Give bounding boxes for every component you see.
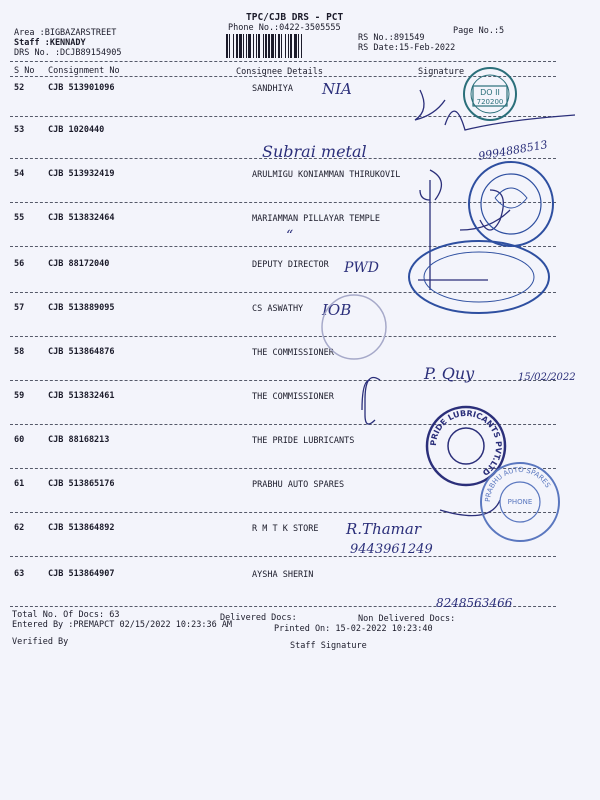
barcode-bar <box>268 34 270 58</box>
rs-date: RS Date:15-Feb-2022 <box>358 43 456 53</box>
handwritten-phone-row63: 8248563466 <box>436 596 513 610</box>
row-consignee-name: THE COMMISSIONER <box>252 348 334 358</box>
row-consignee-name: DEPUTY DIRECTOR <box>252 260 329 270</box>
row-consignment-number: CJB 88168213 <box>48 435 110 445</box>
area-field: Area :BIGBAZARSTREET <box>14 28 117 38</box>
pride-stamp-text: PRIDE LUBRICANTS PVT.LTD <box>428 408 504 478</box>
barcode-bar <box>246 34 247 58</box>
row-consignment-number: CJB 513864892 <box>48 523 115 533</box>
barcode-bar <box>298 34 299 58</box>
do-office-stamp <box>460 66 520 122</box>
barcode-bar <box>248 34 251 58</box>
row-serial-number: 60 <box>14 435 25 445</box>
row-consignment-number: CJB 513832464 <box>48 213 115 223</box>
row-serial-number: 62 <box>14 523 25 533</box>
row-consignment-number: CJB 513865176 <box>48 479 115 489</box>
row-serial-number: 55 <box>14 213 25 223</box>
non-delivered-docs: Non Delivered Docs: <box>358 614 456 624</box>
row-consignment-number: CJB 513889095 <box>48 303 115 313</box>
barcode-bar <box>301 34 302 58</box>
handwritten-phone-row62: 9443961249 <box>350 542 433 557</box>
prabhu-auto-spares-stamp <box>478 460 562 544</box>
page-number: Page No.:5 <box>453 26 505 36</box>
barcode-bar <box>285 34 286 58</box>
row-consignee-name: R M T K STORE <box>252 524 319 534</box>
handwritten-date-row59: 15/02/2022 <box>518 372 576 383</box>
do-stamp-label: DO II <box>480 88 500 97</box>
row-serial-number: 58 <box>14 347 25 357</box>
rs-number: RS No.:891549 <box>358 33 425 43</box>
staff-signature-label: Staff Signature <box>290 641 367 651</box>
row-consignment-number: CJB 1020440 <box>48 125 105 135</box>
column-header-signature: Signature <box>418 67 465 77</box>
prabhu-stamp-text: PRABHU AUTO SPARES <box>483 465 552 503</box>
office-oval-stamp <box>404 236 554 318</box>
barcode-bar <box>243 34 244 58</box>
faded-seal-stamp <box>308 292 400 362</box>
handwritten-note-row52: NIA <box>322 80 352 98</box>
barcode-bar <box>236 34 238 58</box>
row-serial-number: 56 <box>14 259 25 269</box>
barcode-bar <box>278 34 280 58</box>
barcode-bar <box>229 34 230 58</box>
row-consignee-name: CS ASWATHY <box>252 304 304 314</box>
row-consignee-name: PRABHU AUTO SPARES <box>252 480 345 490</box>
row-serial-number: 63 <box>14 569 25 579</box>
row-consignee-name: ARULMIGU KONIAMMAN THIRUKOVIL <box>252 170 401 180</box>
handwritten-note-row53: Subrai metal <box>262 142 367 161</box>
verified-by: Verified By <box>12 637 69 647</box>
sheet-title: TPC/CJB DRS - PCT <box>246 12 344 23</box>
row-consignee-name: THE COMMISSIONER <box>252 392 334 402</box>
printed-on: Printed On: 15-02-2022 10:23:40 <box>274 624 433 634</box>
column-header-sno: S No <box>14 66 35 76</box>
barcode-bar <box>275 34 276 58</box>
barcode-bar <box>288 34 289 58</box>
row-consignment-number: CJB 513864907 <box>48 569 115 579</box>
barcode-image <box>226 34 353 58</box>
row-consignee-name: MARIAMMAN PILLAYAR TEMPLE <box>252 214 380 224</box>
drs-number: DRS No. :DCJB89154905 <box>14 48 122 58</box>
svg-text:PRABHU AUTO SPARES <box>484 466 552 502</box>
entered-by: Entered By :PREMAPCT 02/15/2022 10:23:36 AM <box>12 620 233 630</box>
row-serial-number: 53 <box>14 125 25 135</box>
row-serial-number: 57 <box>14 303 25 313</box>
total-docs: Total No. Of Docs: 63 <box>12 610 120 620</box>
column-header-consignee: Consignee Details <box>236 67 323 77</box>
barcode-bar <box>271 34 274 58</box>
row-consignment-number: CJB 513864876 <box>48 347 115 357</box>
barcode-bar <box>226 34 228 58</box>
barcode-bar <box>290 34 292 58</box>
row-consignee-name: AYSHA SHERIN <box>252 570 314 580</box>
row-consignment-number: CJB 513932419 <box>48 169 115 179</box>
row-consignment-number: CJB 88172040 <box>48 259 110 269</box>
row-serial-number: 59 <box>14 391 25 401</box>
header-divider-top <box>10 61 556 62</box>
phone-number: Phone No.:0422-3505555 <box>228 23 341 33</box>
row-serial-number: 52 <box>14 83 25 93</box>
row-serial-number: 54 <box>14 169 25 179</box>
barcode-bar <box>281 34 282 58</box>
barcode-bar <box>239 34 242 58</box>
barcode-bar <box>263 34 264 58</box>
column-header-consignment: Consignment No <box>48 66 120 76</box>
barcode-bar <box>256 34 257 58</box>
handwritten-phone-row53: 9994888513 <box>477 138 549 163</box>
row-consignment-number: CJB 513832461 <box>48 391 115 401</box>
prabhu-stamp-phone: PHONE <box>507 498 533 506</box>
barcode-bar <box>258 34 260 58</box>
handwritten-signature-row59: P. Quy <box>424 364 475 383</box>
barcode-bar <box>265 34 267 58</box>
row-consignee-name: SANDHIYA <box>252 84 293 94</box>
handwritten-name-row62: R.Thamar <box>346 520 422 538</box>
handwritten-mark-row55: “ <box>286 228 294 244</box>
barcode-bar <box>253 34 254 58</box>
row-consignee-name: THE PRIDE LUBRICANTS <box>252 436 355 446</box>
row-consignment-number: CJB 513901096 <box>48 83 115 93</box>
handwritten-note-row57: IOB <box>322 301 352 319</box>
barcode-bar <box>294 34 297 58</box>
row-serial-number: 61 <box>14 479 25 489</box>
barcode-bar <box>233 34 234 58</box>
do-stamp-code: 720200 <box>476 98 504 106</box>
delivered-docs: Delivered Docs: <box>220 613 297 623</box>
handwritten-note-row56: PWD <box>344 260 380 276</box>
staff-field: Staff :KENNADY <box>14 38 86 48</box>
